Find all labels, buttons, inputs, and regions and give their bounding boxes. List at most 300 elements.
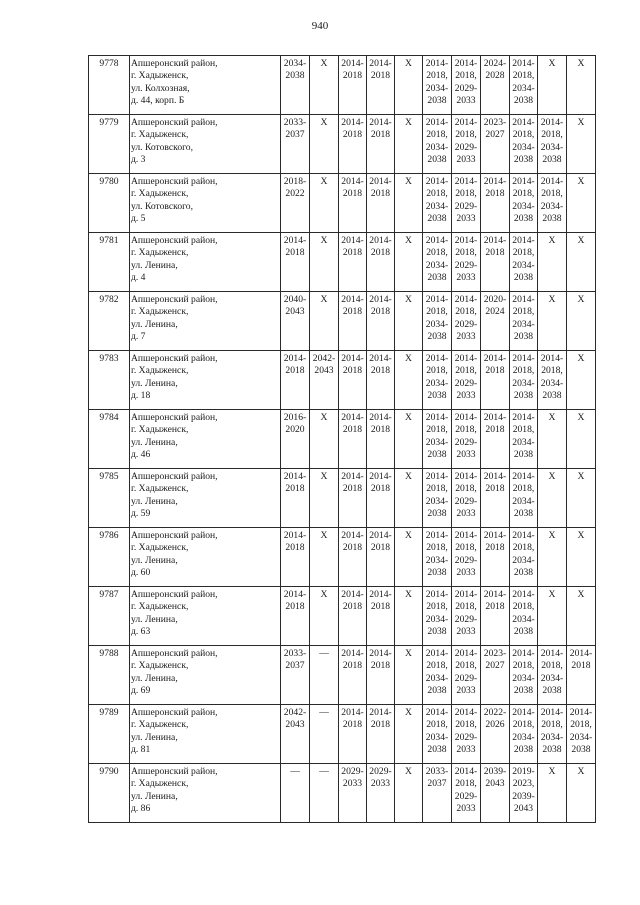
period-line: 2018 [370,129,391,141]
period-cell [452,56,481,115]
period-cell [367,115,395,174]
period-line: Х [548,235,556,246]
period-cell [481,469,510,528]
period-line: 2014- [341,235,364,246]
address-line: Апшеронский район, [131,707,218,718]
period-line: 2014- [512,648,535,659]
period-cell [367,292,395,351]
period-cell [395,351,423,410]
period-line: 2014- [283,235,307,246]
period-line: 2018 [285,247,305,259]
period-line: Х [548,294,556,305]
period-line: 2018 [342,660,363,672]
address-cell [130,115,281,174]
period-line: 2018, [512,188,535,200]
table-row [89,469,596,528]
period-line: 2014- [512,58,535,69]
period-line: 2014- [512,589,535,600]
period-line: Х [405,648,412,659]
period-line: 2038 [513,744,534,756]
period-line: 2029- [454,318,478,330]
period-line: 2038 [513,390,534,402]
period-cell [281,233,310,292]
period-cell [310,764,339,823]
address-line: д. 7 [131,331,146,343]
period-line: 2034- [425,318,449,330]
address-line: г. Хадыженск, [131,188,189,200]
period-cell [452,646,481,705]
period-line: 2018, [455,601,477,613]
period-line: 2020- [483,294,507,305]
period-line: 2029- [454,790,478,802]
period-line: 2018, [541,365,563,377]
period-cell [423,174,452,233]
period-line: 2018, [541,719,563,731]
period-line: 2043 [513,803,534,815]
row-number-cell: 9779 [89,115,130,174]
period-line: 2038 [427,272,447,284]
period-line: Х [405,58,412,69]
period-line: 2018, [570,719,592,731]
period-line: 2014- [369,412,392,423]
period-line: 2018, [512,542,535,554]
period-line: 2034- [425,495,449,507]
period-line: 2014- [454,176,478,187]
address-line: Апшеронский район, [131,117,218,128]
address-line: г. Хадыженск, [131,247,189,259]
period-cell [395,469,423,528]
period-line: 2018, [426,306,448,318]
period-line: 2014- [341,530,364,541]
period-line: 2034- [540,377,564,389]
period-cell [538,174,567,233]
period-cell [423,351,452,410]
period-line: 2038 [427,626,447,638]
table-row [89,705,596,764]
table-row [89,174,596,233]
address-line: ул. Ленина, [131,731,178,743]
period-cell [339,528,367,587]
period-cell [423,292,452,351]
address-line: ул. Ленина, [131,377,178,389]
period-cell [452,115,481,174]
address-line: д. 18 [131,390,151,402]
address-line: д. 44, корп. Б [131,95,185,107]
period-cell [481,646,510,705]
period-cell [310,705,339,764]
period-line: 2038 [542,744,562,756]
period-line: 2033 [370,778,391,790]
period-cell [510,292,538,351]
period-cell [452,233,481,292]
period-line: 2033 [456,685,476,697]
period-line: 2029- [369,766,392,777]
period-line: 2014- [425,471,449,482]
period-line: 2018 [342,70,363,82]
period-line: 2014- [283,353,307,364]
period-cell [538,764,567,823]
period-cell [538,646,567,705]
period-line: 2018 [285,365,305,377]
address-line: д. 86 [131,803,151,815]
period-line: 2018, [426,70,448,82]
period-cell [510,115,538,174]
period-line: 2034- [569,731,593,743]
period-line: 2022- [483,707,507,718]
address-line: г. Хадыженск, [131,129,189,141]
period-cell [510,351,538,410]
period-cell [339,410,367,469]
period-line: 2034- [512,82,535,94]
period-line: 2038 [427,390,447,402]
period-line: 2014- [425,58,449,69]
period-cell [423,705,452,764]
period-cell [310,115,339,174]
period-line: 2034- [512,141,535,153]
period-line: Х [405,235,412,246]
period-cell [510,587,538,646]
period-line: 2014- [454,58,478,69]
period-cell [423,469,452,528]
period-line: Х [577,471,585,482]
period-line: 2014- [369,353,392,364]
period-cell [481,115,510,174]
period-line: 2029- [454,554,478,566]
row-number-cell: 9781 [89,233,130,292]
period-cell [310,587,339,646]
period-cell [510,528,538,587]
period-line: 2018 [342,129,363,141]
period-line: 2014- [540,648,564,659]
period-line: 2034- [512,200,535,212]
address-line: Апшеронский район, [131,294,218,305]
period-line: Х [405,117,412,128]
period-line: 2014- [454,530,478,541]
period-line: 2034- [540,141,564,153]
period-line: 2018- [283,176,307,187]
period-line: 2033 [456,744,476,756]
address-line: д. 69 [131,685,151,697]
period-cell [339,587,367,646]
period-line: Х [405,766,412,777]
address-line: д. 63 [131,626,151,638]
period-cell [567,705,596,764]
row-number-cell: 9782 [89,292,130,351]
address-cell [130,410,281,469]
period-line: 2028 [485,70,505,82]
period-line: 2023- [483,117,507,128]
period-line: 2014- [512,294,535,305]
period-line: 2018, [455,719,477,731]
period-line: 2027 [485,129,505,141]
period-line: 2014- [283,471,307,482]
period-cell [395,528,423,587]
period-line: 2014- [369,294,392,305]
period-line: 2018, [455,365,477,377]
period-cell [310,410,339,469]
row-number-cell: 9784 [89,410,130,469]
period-cell [538,587,567,646]
period-line: 2018 [370,424,391,436]
period-cell [339,764,367,823]
period-cell [339,174,367,233]
period-line: 2033- [283,648,307,659]
period-line: Х [577,589,585,600]
period-line: 2014- [454,412,478,423]
address-cell [130,174,281,233]
period-cell [423,233,452,292]
period-line: 2018 [342,483,363,495]
address-line: д. 60 [131,567,151,579]
period-line: 2033- [283,117,307,128]
period-line: 2034- [540,731,564,743]
period-line: 2018, [455,188,477,200]
period-cell [452,587,481,646]
table-row [89,764,596,823]
period-line: 2014- [483,176,507,187]
row-number-cell: 9783 [89,351,130,410]
address-line: Апшеронский район, [131,176,218,187]
period-cell [281,292,310,351]
period-line: Х [577,176,585,187]
period-cell [567,646,596,705]
period-line: — [319,707,329,718]
address-line: д. 46 [131,449,151,461]
period-line: 2042- [312,353,336,364]
period-line: 2014- [569,707,593,718]
period-cell [452,174,481,233]
row-number-cell: 9780 [89,174,130,233]
address-cell [130,56,281,115]
period-line: 2014- [341,353,364,364]
period-line: 2023- [483,648,507,659]
period-line: 2014- [369,58,392,69]
period-cell [423,764,452,823]
period-line: 2038 [513,331,534,343]
period-cell [395,646,423,705]
period-line: 2018 [342,365,363,377]
period-line: 2014- [425,530,449,541]
period-line: 2014- [341,412,364,423]
period-line: 2014- [540,707,564,718]
period-line: 2018, [455,424,477,436]
period-line: 2039- [483,766,507,777]
period-line: Х [577,294,585,305]
period-line: 2014- [454,707,478,718]
period-line: Х [548,58,556,69]
period-line: 2014- [512,235,535,246]
period-cell [452,528,481,587]
period-line: 2018, [512,424,535,436]
period-line: 2022 [285,188,305,200]
period-cell [395,764,423,823]
period-cell [423,646,452,705]
period-line: 2018 [285,601,305,613]
period-line: 2014- [454,471,478,482]
period-cell [339,351,367,410]
period-line: Х [405,589,412,600]
period-line: 2034- [425,200,449,212]
period-cell [339,292,367,351]
period-line: 2034- [425,554,449,566]
period-cell [310,351,339,410]
row-number-cell: 9786 [89,528,130,587]
address-cell [130,351,281,410]
address-line: г. Хадыженск, [131,306,189,318]
period-cell [395,174,423,233]
period-line: 2033 [456,449,476,461]
period-line: 2018, [455,542,477,554]
period-line: 2018, [512,306,535,318]
period-line: 2038 [427,331,447,343]
period-line: 2029- [454,495,478,507]
address-cell [130,292,281,351]
period-line: 2033 [456,508,476,520]
period-cell [281,56,310,115]
period-line: 2014- [512,707,535,718]
period-cell [510,705,538,764]
period-line: 2018, [541,188,563,200]
table-row [89,410,596,469]
period-cell [395,115,423,174]
period-line: 2018 [485,247,505,259]
period-line: 2038 [427,744,447,756]
period-cell [481,528,510,587]
period-cell [423,587,452,646]
period-line: 2014- [425,412,449,423]
period-line: 2038 [427,567,447,579]
address-line: г. Хадыженск, [131,660,189,672]
address-line: ул. Ленина, [131,554,178,566]
address-line: г. Хадыженск, [131,70,189,82]
row-number-cell: 9789 [89,705,130,764]
address-line: д. 59 [131,508,151,520]
row-number-cell: 9785 [89,469,130,528]
period-line: 2038 [427,154,447,166]
period-cell [510,233,538,292]
period-line: 2024 [485,306,505,318]
period-cell [423,528,452,587]
page-number: 940 [311,20,329,32]
address-line: ул. Колхозная, [131,82,190,94]
period-line: Х [577,58,585,69]
period-line: 2043 [285,719,305,731]
period-line: 2029- [454,259,478,271]
period-cell [567,174,596,233]
period-cell [367,705,395,764]
period-line: 2029- [454,672,478,684]
period-cell [310,528,339,587]
address-line: Апшеронский район, [131,58,218,69]
period-cell [538,292,567,351]
address-line: г. Хадыженск, [131,601,189,613]
period-line: Х [405,176,412,187]
period-line: Х [320,58,328,69]
period-line: 2038 [542,685,562,697]
period-line: — [319,648,329,659]
period-line: 2043 [485,778,505,790]
period-line: 2033 [342,778,363,790]
period-cell [395,410,423,469]
period-line: 2033 [456,95,476,107]
address-cell [130,469,281,528]
period-cell [339,646,367,705]
period-line: 2014- [425,707,449,718]
period-line: 2014- [425,294,449,305]
period-line: 2014- [540,117,564,128]
address-line: Апшеронский район, [131,471,218,482]
period-line: 2014- [341,117,364,128]
period-line: 2014- [483,235,507,246]
period-line: 2018 [342,424,363,436]
period-line: Х [320,117,328,128]
period-line: 2014- [341,589,364,600]
period-line: 2018 [370,188,391,200]
period-line: 2027 [485,660,505,672]
row-number-cell: 9778 [89,56,130,115]
period-line: 2018, [512,483,535,495]
address-line: Апшеронский район, [131,412,218,423]
period-line: 2040- [283,294,307,305]
period-cell [281,587,310,646]
period-line: 2018, [512,365,535,377]
period-line: 2029- [454,377,478,389]
period-cell [538,705,567,764]
address-line: г. Хадыженск, [131,483,189,495]
period-line: 2038 [542,213,562,225]
period-line: 2016- [283,412,307,423]
period-cell [310,646,339,705]
period-cell [281,469,310,528]
period-line: 2038 [542,390,562,402]
address-line: Апшеронский район, [131,530,218,541]
period-cell [423,115,452,174]
period-cell [395,292,423,351]
row-number-cell: 9788 [89,646,130,705]
period-line: 2038 [427,685,447,697]
period-line: 2018, [541,129,563,141]
table-row [89,292,596,351]
period-line: 2014- [483,530,507,541]
period-line: 2014- [512,117,535,128]
period-cell [367,764,395,823]
period-line: 2038 [542,154,562,166]
period-line: Х [320,235,328,246]
period-line: 2029- [454,436,478,448]
period-line: 2018, [455,70,477,82]
period-cell [281,764,310,823]
period-cell [452,764,481,823]
address-line: г. Хадыженск, [131,542,189,554]
period-line: 2033- [425,766,449,777]
period-line: 2029- [454,82,478,94]
period-line: Х [320,530,328,541]
period-line: 2037 [285,660,305,672]
address-line: г. Хадыженск, [131,719,189,731]
period-line: 2018 [485,424,505,436]
period-line: 2018, [455,778,477,790]
period-line: Х [320,294,328,305]
address-line: Апшеронский район, [131,766,218,777]
address-line: ул. Ленина, [131,672,178,684]
period-line: 2014- [454,589,478,600]
period-cell [538,233,567,292]
period-line: 2014- [454,117,478,128]
address-line: д. 4 [131,272,146,284]
period-cell [510,174,538,233]
period-line: — [290,766,300,777]
period-line: Х [548,589,556,600]
